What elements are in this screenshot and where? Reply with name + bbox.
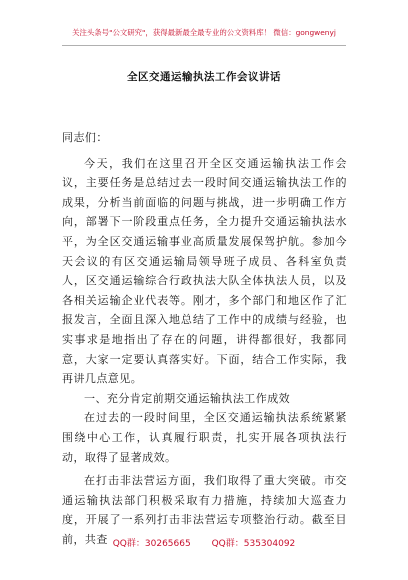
document-body bbox=[62, 128, 347, 549]
header-promo-note: 关注头条号"公文研究"，获得最新最全最专业的公文资料库！ 微信：gongwenyj bbox=[72, 28, 336, 37]
body-paragraph: 今天，我们在这里召开全区交通运输执法工作会议，主要任务是总结过去一段时间交通运输执法工作的成果，分析当前面临的问题与挑战，进一步明确工作方向，部署下一阶段重点任务，全力提升交通运输执法水平，为全区交通运输事业高质量发展保驾护航。参加今天会议的有区交通运输局领导班子成员、各科室负责人，区交通运输综合行政执法大队全体执法人员，以及各相关运输企业代表等。刚才，多个部门和地区作了汇报发言，全面且深入地总结了工作中的成绩与经验，也实事求是地指出了存在的问题，讲得都很好，我都同意，大家一定要认真落实好。下面，结合工作实际，我再讲几点意见。 bbox=[62, 156, 347, 386]
body-paragraph: 在打击非法营运方面，我们取得了重大突破。市交通运输执法部门积极采取有力措施，持续加大巡查力度，开展了一系列打击非法营运专项整治行动。截至目前，共查 bbox=[62, 474, 347, 546]
header-divider bbox=[62, 45, 346, 46]
salutation: 同志们： bbox=[62, 131, 108, 144]
footer-qq-group-1: QQ群：30265665 bbox=[112, 539, 191, 549]
document-title: 全区交通运输执法工作会议讲话 bbox=[127, 71, 281, 83]
footer-contact bbox=[0, 536, 408, 549]
body-paragraph: 在过去的一段时间里，全区交通运输执法系统紧紧围绕中心工作，认真履行职责，扎实开展各项执法行动，取得了显著成效。 bbox=[62, 411, 347, 464]
footer-qq-group-2: QQ群：535304092 bbox=[211, 539, 296, 549]
section-heading: 一、充分肯定前期交通运输执法工作成效 bbox=[84, 391, 291, 405]
